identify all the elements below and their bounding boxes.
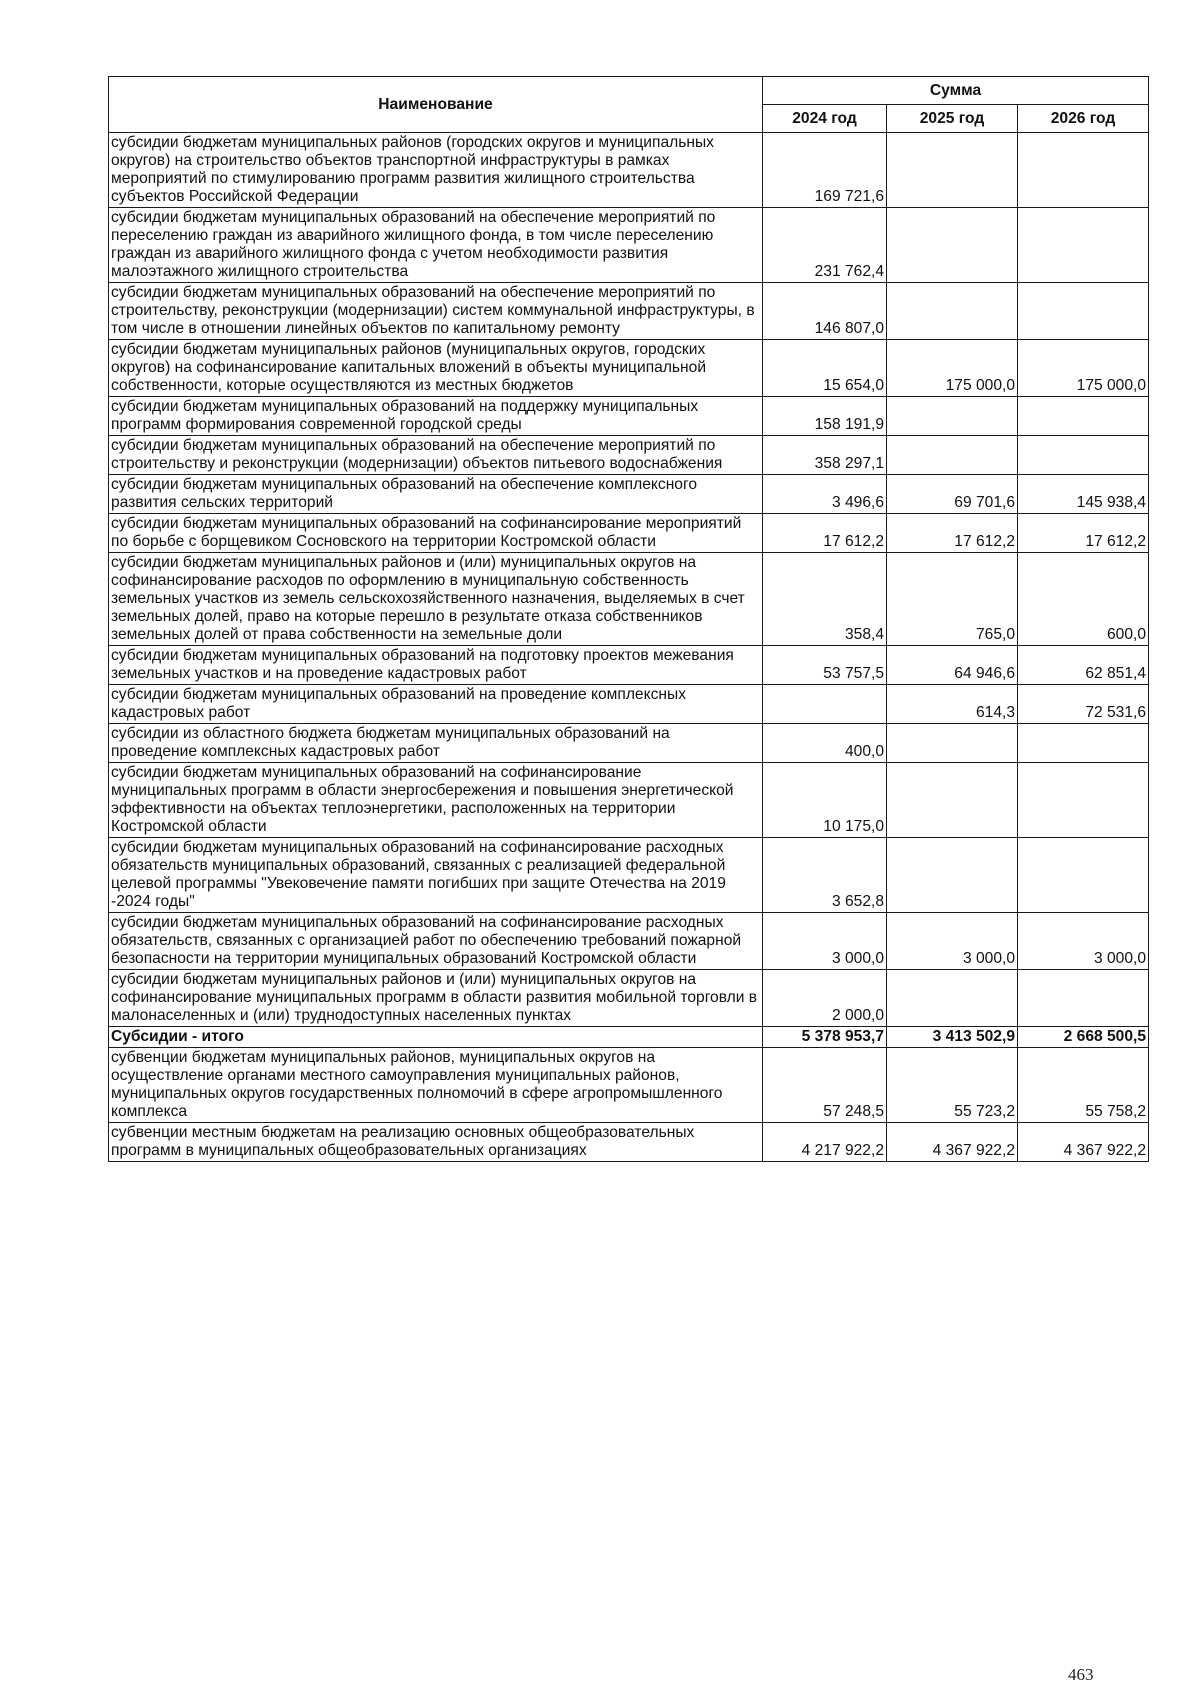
row-value-2026 <box>1018 208 1149 283</box>
row-value-2026 <box>1018 283 1149 340</box>
row-value-2025 <box>887 838 1018 913</box>
row-value-2025 <box>887 436 1018 475</box>
row-value-2026: 4 367 922,2 <box>1018 1123 1149 1162</box>
row-value-2025 <box>887 763 1018 838</box>
row-name: субсидии бюджетам муниципальных районов (городских округов и муниципальных округов) на строительство объектов транспортной инфраструктуры в рамках мероприятий по стимулированию программ развития жилищного строительства субъектов Российской Федерации <box>109 133 763 208</box>
table-body <box>109 133 1149 1162</box>
row-value-2024: 358 297,1 <box>763 436 887 475</box>
row-value-2026: 17 612,2 <box>1018 514 1149 553</box>
row-value-2024 <box>763 685 887 724</box>
row-name: субсидии бюджетам муниципальных образований на софинансирование расходных обязательств, связанных с организацией работ по обеспечению требований пожарной безопасности на территории муниципальных образований Костромской области <box>109 913 763 970</box>
row-value-2026 <box>1018 838 1149 913</box>
table-row <box>109 208 1149 283</box>
page-number: 463 <box>1068 1665 1094 1684</box>
row-name: субсидии бюджетам муниципальных районов и (или) муниципальных округов на софинансирование расходов по оформлению в муниципальную собственность земельных участков из земель сельскохозяйственного назначения, выделяемых в счет земельных долей, право на которые перешло в результате отказа собственников земельных долей от права собственности на земельные доли <box>109 553 763 646</box>
row-value-2026 <box>1018 133 1149 208</box>
table-row <box>109 646 1149 685</box>
header-sum: Сумма <box>763 77 1149 105</box>
row-value-2026: 55 758,2 <box>1018 1048 1149 1123</box>
row-value-2026 <box>1018 763 1149 838</box>
row-name: субсидии бюджетам муниципальных образований на обеспечение мероприятий по переселению граждан из аварийного жилищного фонда, в том числе переселению граждан из аварийного жилищного фонда с учетом необходимости развития малоэтажного жилищного строительства <box>109 208 763 283</box>
row-name: субсидии бюджетам муниципальных образований на проведение комплексных кадастровых работ <box>109 685 763 724</box>
table-header <box>109 77 1149 133</box>
row-value-2026 <box>1018 436 1149 475</box>
row-name: Субсидии - итого <box>109 1027 763 1048</box>
row-value-2024: 158 191,9 <box>763 397 887 436</box>
table-row <box>109 685 1149 724</box>
row-value-2024: 17 612,2 <box>763 514 887 553</box>
row-value-2025: 17 612,2 <box>887 514 1018 553</box>
row-name: субсидии бюджетам муниципальных районов (муниципальных округов, городских округов) на софинансирование капитальных вложений в объекты муниципальной собственности, которые осуществляются из местных бюджетов <box>109 340 763 397</box>
row-value-2025 <box>887 724 1018 763</box>
table-row <box>109 1048 1149 1123</box>
row-value-2026: 72 531,6 <box>1018 685 1149 724</box>
table-row <box>109 133 1149 208</box>
row-name: субсидии бюджетам муниципальных образований на обеспечение мероприятий по строительству, реконструкции (модернизации) систем коммунальной инфраструктуры, в том числе в отношении линейных объектов по капитальному ремонту <box>109 283 763 340</box>
budget-table <box>108 76 1149 1162</box>
table-row <box>109 553 1149 646</box>
row-value-2025: 3 413 502,9 <box>887 1027 1018 1048</box>
row-name: субсидии бюджетам муниципальных образований на софинансирование расходных обязательств муниципальных образований, связанных с реализацией федеральной целевой программы "Увековечение памяти погибших при защите Отечества на 2019 -2024 годы" <box>109 838 763 913</box>
row-value-2025: 614,3 <box>887 685 1018 724</box>
row-value-2025 <box>887 397 1018 436</box>
row-value-2026 <box>1018 724 1149 763</box>
header-year-2024: 2024 год <box>763 105 887 133</box>
row-value-2026: 145 938,4 <box>1018 475 1149 514</box>
row-value-2024: 53 757,5 <box>763 646 887 685</box>
row-name: субсидии бюджетам муниципальных образований на поддержку муниципальных программ формирования современной городской среды <box>109 397 763 436</box>
row-value-2025: 4 367 922,2 <box>887 1123 1018 1162</box>
table-row <box>109 514 1149 553</box>
row-value-2024: 10 175,0 <box>763 763 887 838</box>
row-value-2026: 62 851,4 <box>1018 646 1149 685</box>
table-row <box>109 724 1149 763</box>
row-value-2026: 3 000,0 <box>1018 913 1149 970</box>
row-value-2024: 169 721,6 <box>763 133 887 208</box>
row-name: субсидии бюджетам муниципальных образований на обеспечение комплексного развития сельских территорий <box>109 475 763 514</box>
row-value-2024: 4 217 922,2 <box>763 1123 887 1162</box>
row-value-2025: 55 723,2 <box>887 1048 1018 1123</box>
table-row <box>109 763 1149 838</box>
row-value-2024: 400,0 <box>763 724 887 763</box>
row-value-2024: 358,4 <box>763 553 887 646</box>
row-value-2025: 175 000,0 <box>887 340 1018 397</box>
row-value-2026: 600,0 <box>1018 553 1149 646</box>
total-row <box>109 1027 1149 1048</box>
row-value-2025: 3 000,0 <box>887 913 1018 970</box>
row-name: субсидии бюджетам муниципальных районов и (или) муниципальных округов на софинансирование муниципальных программ в области развития мобильной торговли в малонаселенных и (или) труднодоступных населенных пунктах <box>109 970 763 1027</box>
row-name: субсидии бюджетам муниципальных образований на обеспечение мероприятий по строительству и реконструкции (модернизации) объектов питьевого водоснабжения <box>109 436 763 475</box>
table-row <box>109 397 1149 436</box>
table-row <box>109 1123 1149 1162</box>
row-value-2024: 231 762,4 <box>763 208 887 283</box>
row-value-2024: 3 000,0 <box>763 913 887 970</box>
row-value-2025: 69 701,6 <box>887 475 1018 514</box>
table-row <box>109 913 1149 970</box>
row-name: субсидии бюджетам муниципальных образований на подготовку проектов межевания земельных участков и на проведение кадастровых работ <box>109 646 763 685</box>
row-name: субвенции местным бюджетам на реализацию основных общеобразовательных программ в муниципальных общеобразовательных организациях <box>109 1123 763 1162</box>
header-name: Наименование <box>109 77 763 133</box>
row-value-2025 <box>887 970 1018 1027</box>
row-name: субсидии из областного бюджета бюджетам муниципальных образований на проведение комплексных кадастровых работ <box>109 724 763 763</box>
row-value-2024: 2 000,0 <box>763 970 887 1027</box>
row-value-2026 <box>1018 970 1149 1027</box>
row-value-2026: 2 668 500,5 <box>1018 1027 1149 1048</box>
row-value-2026: 175 000,0 <box>1018 340 1149 397</box>
table-row <box>109 436 1149 475</box>
row-value-2024: 5 378 953,7 <box>763 1027 887 1048</box>
table-row <box>109 475 1149 514</box>
row-value-2025 <box>887 208 1018 283</box>
row-value-2024: 3 496,6 <box>763 475 887 514</box>
table-row <box>109 838 1149 913</box>
table-row <box>109 340 1149 397</box>
row-value-2026 <box>1018 397 1149 436</box>
row-value-2025 <box>887 133 1018 208</box>
table-row <box>109 283 1149 340</box>
table-row <box>109 970 1149 1027</box>
row-name: субвенции бюджетам муниципальных районов, муниципальных округов на осуществление органами местного самоуправления муниципальных районов, муниципальных округов государственных полномочий в сфере агропромышленного комплекса <box>109 1048 763 1123</box>
row-value-2025: 765,0 <box>887 553 1018 646</box>
row-value-2024: 3 652,8 <box>763 838 887 913</box>
row-value-2025 <box>887 283 1018 340</box>
row-name: субсидии бюджетам муниципальных образований на софинансирование муниципальных программ в области энергосбережения и повышения энергетической эффективности на объектах теплоэнергетики, расположенных на территории Костромской области <box>109 763 763 838</box>
header-year-2026: 2026 год <box>1018 105 1149 133</box>
header-year-2025: 2025 год <box>887 105 1018 133</box>
row-name: субсидии бюджетам муниципальных образований на софинансирование мероприятий по борьбе с борщевиком Сосновского на территории Костромской области <box>109 514 763 553</box>
row-value-2024: 146 807,0 <box>763 283 887 340</box>
row-value-2024: 57 248,5 <box>763 1048 887 1123</box>
row-value-2024: 15 654,0 <box>763 340 887 397</box>
row-value-2025: 64 946,6 <box>887 646 1018 685</box>
